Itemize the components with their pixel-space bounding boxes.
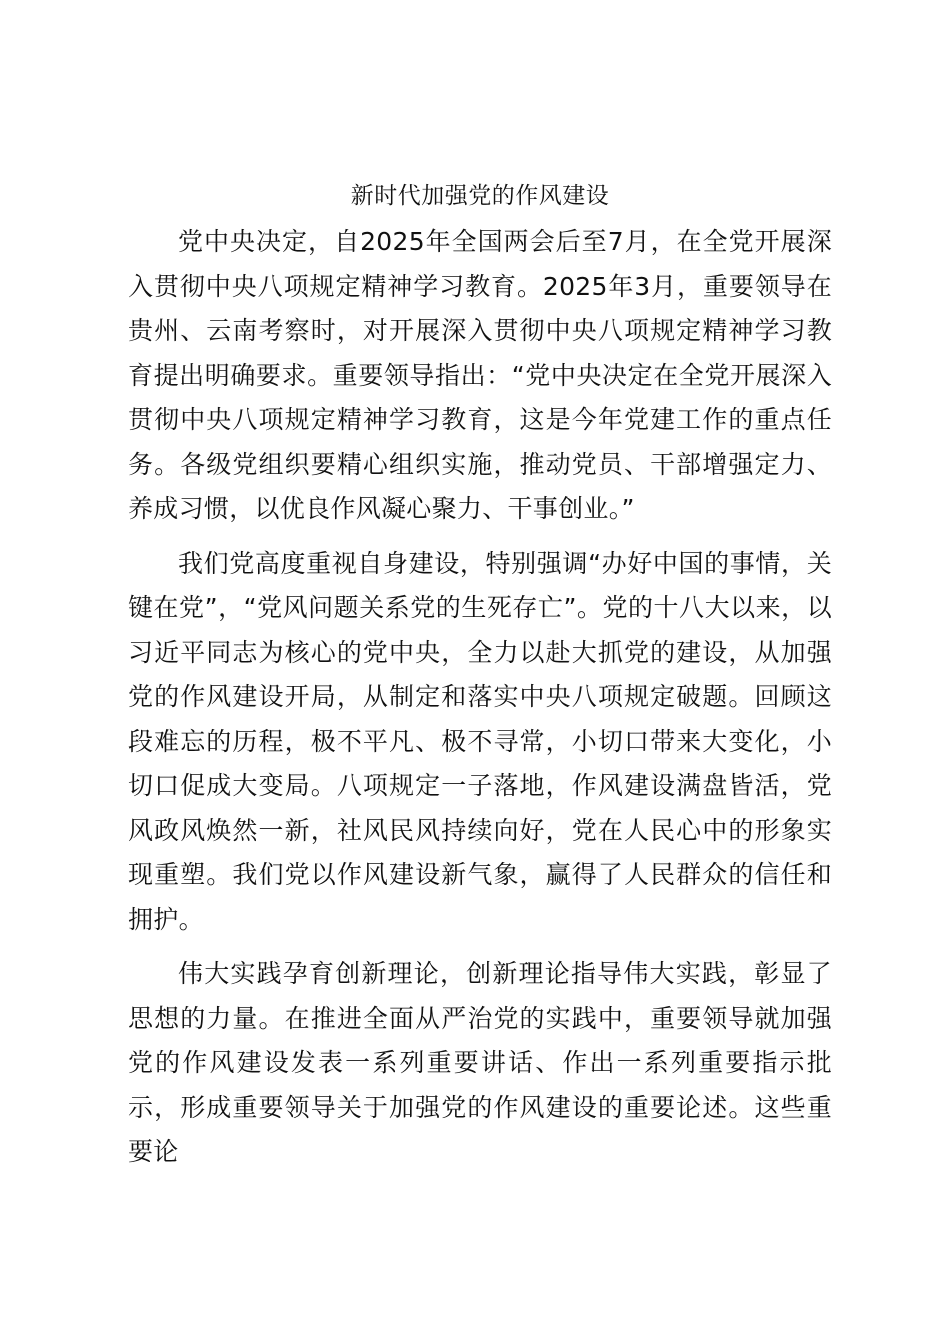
paragraph-3: 伟大实践孕育创新理论，创新理论指导伟大实践，彰显了思想的力量。在推进全面从严治党的实践中，重要领导就加强党的作风建设发表一系列重要讲话、作出一系列重要指示批示，形成重要领导关于加强党的作风建设的重要论述。这些重要论 (128, 959, 832, 1166)
document-page (128, 172, 832, 1185)
paragraph-1: 党中央决定，自2025年全国两会后至7月，在全党开展深入贯彻中央八项规定精神学习教育。2025年3月，重要领导在贵州、云南考察时，对开展深入贯彻中央八项规定精神学习教育提出明确要求。重要领导指出：“党中央决定在全党开展深入贯彻中央八项规定精神学习教育，这是今年党建工作的重点任务。各级党组织要精心组织实施，推动党员、干部增强定力、养成习惯，以优良作风凝心聚力、干事创业。” (128, 227, 832, 523)
document-title: 新时代加强党的作风建设 (350, 183, 610, 209)
paragraph-2: 我们党高度重视自身建设，特别强调“办好中国的事情，关键在党”，“党风问题关系党的生死存亡”。党的十八大以来，以习近平同志为核心的党中央，全力以赴大抓党的建设，从加强党的作风建设开局，从制定和落实中央八项规定破题。回顾这段难忘的历程，极不平凡、极不寻常，小切口带来大变化，小切口促成大变局。八项规定一子落地，作风建设满盘皆活，党风政风焕然一新，社风民风持续向好，党在人民心中的形象实现重塑。我们党以作风建设新气象，赢得了人民群众的信任和拥护。 (128, 548, 832, 934)
